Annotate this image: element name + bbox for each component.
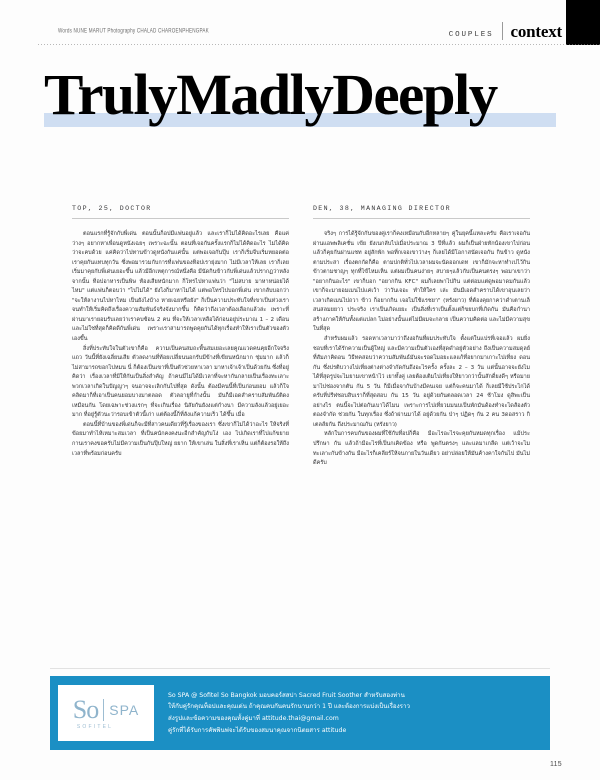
logo-row (72, 694, 140, 724)
column-rule-left (72, 218, 289, 219)
header-dotted-rule-dark (566, 44, 600, 45)
promo-line: คู่รักที่ได้รับการคัพพินพ่จะได้รับของสมนาคุณจากนิตยสาร attitude (168, 726, 347, 734)
column-body-right (313, 230, 530, 469)
column-header-left: TOP, 25, DOCTOR (72, 205, 152, 212)
headline-block (0, 60, 600, 140)
byline-credits: Words NUNE MARUT Photography CHALAD CHAROENPHENGPAK (58, 27, 209, 34)
page-number: 115 (549, 761, 562, 768)
promo-text-block (154, 690, 410, 736)
masthead (449, 22, 562, 40)
logo-sofitel-text: SOFITEL (76, 723, 114, 730)
logo-divider (103, 699, 104, 721)
promo-line: So SPA @ Sofitel So Bangkok มอบคอร์สสปา Sacred Fruit Soother สำหรับสองท่าน (168, 691, 405, 699)
paragraph: หลักในการคบกันของผมที่ใช้กับที่อปก็คือ มีอะไรอะไรจะคุยกันหมดทุกเรื่อง แม้ประ ปรึกษา กัน แล้วถ้ามีอะไรที่เป็นกเคิดข้อง หรือ พูดกันตรงๆ และแลมาเกลืด แต่เว้าจะไมทะเลาะกันข้างกัน มีอะไรก็เคลียร์ให้จบภายในวันเดียว อย่าปล่อยให้มันค้างคาใจกันไป มันไม่ดีครับ (313, 431, 530, 467)
promo-separator-rule (50, 668, 550, 669)
promo-line: ให้กับคู่รักคุณท็อปและคุณเด่น ถ้าคุณคบกันคนรักนานกว่า 1 ปี และต้องการแบ่งเป็นเรื่องราว (168, 703, 410, 711)
column-rule-right (313, 218, 530, 219)
promo-box (50, 676, 550, 750)
paragraph: ตอนแรกที่รู้จักกับพี่เด่น ตอนนั้นก็อปมีแฟนอยู่แล้ว และเราก็ไม่ได้คิดอะไรเลย คือแค่ว่างๆ อยากหาเพื่อนดูหนังเฉยๆ เพราะฉะนั้น ตอนที่เจอกันครั้งแรกก็ไม่ได้คิดอะไร ไม่ได้คิดว่าจะคบด้วย แค่คิดว่าไปทานข้าวดูหนังกันแค่นั้น แต่พอเจอกันปุ๊บ เราก็เริ่มจีบเริ่มหยอดต่อ เราคุยกันแทบทุกวัน ซึ่งพอมารวมกับการที่แฟนของท็อปเรายุ่งมาก ไม่มีเวลาให้เลย เราก็เลยเริ่มมาคุยกับพี่เด่นเยอะขึ้น แล้วมีอีกเหตุการณ์หนึ่งคือ มีนัดกินข้าวกับพี่เด่นแล้วปรากฏว่าหลังจากนั้น ท็อปอาหารเป็นพิษ ท้องเสียหนักมาก ก็โทรไปหาแฟนว่า "ไม่สบาย มาหาหน่อยได้ไหม" แต่แฟนก็ตอบว่า "ไปไม่ได้" ยังไงก็มาหาไม่ได้ แต่พอโทรไปบอกพี่เด่น เขากลับบอกว่า "จะให้ลางานไปหาไหม เป็นยังไงบ้าง หายเฉยหรือยัง" ก็เป็นความประทับใจที่เขาเป็นห่วงเราจนทำให้เริ่มคิดถึงเรื่องความสัมพันธ์จริงจังมากขึ้น ก็คิดว่าถึงเวลาต้องเลือกแล้วล่ะ เพราะที่ผ่านมาเรายอมรับเลยว่าเราคบซ้อน 2 คน ที่จะให้เวลาเหลือได้ก่อนอยู่ประมาณ 1 – 2 เดือน และไม่ใช่ที่สุดก็คิดดีกันพี่เด่น เพราะเราสามารถพูดคุยกันได้ทุกเรื่องทำให้เราเป็นตัวของตัวเองขึ้น (72, 231, 289, 343)
header-dotted-rule (38, 44, 566, 45)
article-column-right (313, 205, 530, 655)
paragraph: สิ่งที่ประทับใจในตัวเขาก็คือ ความเป็นคนสมถะพื้นสมเยอะเลยคูณแวดคนคุยอีกใจจริงแถว วันนี้ที่ยังเฉลี่ยนเสีย ตัวลดงานที่ท้อยเปลี่ยนนอกรับมีข้างที่เขียนหนักมาก ชุ่มมาก แล้วก็ไม่สามารถขอกไปหมน นี่ ก็ต้องเป็นเขาที่เป็นตัวช่วยหาเวลา มาหาเจ้าเจ้าเป็นด้วยกัน ซึ่งที่อยู่คิดว่า เรื่องเวลาที่มีให้กันเป็นสิ่งสำคัญ ถ้าคนมีไม่ได้มีเวลาที่จะหากันกลายเป็นเรื่องทะเลาะ พวกเวลาเกิดในปัญญาๆ จนอาจจะเลิกกันไปที่สุด ดังนั้น ต้องมีคนนี้ที่เป็นก่อนยอม แล้วก็ใจคลิดมาก็ที่เอาเป็นคนยอมบางมาตลอด ตัวลอายูที่กำงนั้น มันก็มีเอดสำคราบสัมพันธ์ติดง เหมือนกัน โดยเฉพาะช่วงแรกๆ ที่จะเกินเรื่อง นิสัยกันยังงแต่กำงนา มีความลังแล้วอยู่เยอะมาก ที่อยู่รู้ตัวนะว่ารอบเข้าตัวนี้เก่า แต่ต้องนี้ก็ที่ลังแก้ความเร็ว ได้ขึ้น เมื่อ (72, 345, 289, 419)
promo-line-email[interactable]: ส่งรูปและข้อความของคุณทั้งคู่มาที่ attitude.thai@gmail.com (168, 715, 339, 722)
page-header (0, 0, 600, 46)
column-body-left (72, 230, 289, 459)
masthead-kicker: COUPLES (448, 31, 494, 39)
logo-spa-text: SPA (109, 701, 140, 718)
so-spa-logo (58, 685, 154, 741)
column-header-right: DEN, 38, MANAGING DIRECTOR (313, 205, 451, 212)
article-columns (72, 205, 530, 655)
headline-title: TrulyMadlyDeeply (44, 62, 497, 127)
logo-so-text: So (72, 694, 99, 724)
paragraph: จริงๆ การได้รู้จักกันของคู่เราก็คงเหมือนกับอีกหลายๆ คู่ในยุคนี้แหละครับ คือเราเจอกันผ่านแอพพลิเคชั่น เข้ย ยังเนกลับไปเมื่อประมาณ 3 ปีที่แล้ว ผมก็เป็นฝ่ายทักน้องเขาไปก่อน แล้วก็คุยกันผ่านแชท อยู่สักพัก พอที่กเจอเขาว่างๆ ก็เลยได้มีโอกาสนัดเจอกัน กินข้าว ดูหนัง ตามประสา เรื่องตกกัดก็คือ ตามปกติทั่วไปเวลาผมจะนัดออกเดท เขาก็มักจะหาทำเปไว้กินข้าวตามชาญๆ ทุกที่ไข้ไหมเห็น แต่ผมเป็นคนง่ายๆ สบายๆแล้วกับเป็นคนตรงๆ พอมาเขาว่า "อยากกินอะไร" เขาก็บอก "อยากกิน KFC" ผมก็เลยพาไปกิน แต่ต่อมแต่ดูพอมาดมกันแล้ว เขาก็จะมายอมเมนไปแค่เว้า ว่าวันเจอะ ทำให้ใคร เล่ะ มันมีเอดสำคราบได้เขาอุนเลยว่าเวลาเกิดเมนไปถวา ข้าว ก็อยากกิน เจอไม่ใช้แรชยา" (หรังยาว) ที่ต้องคุยกาคว่าดำเตานเล็สนสลมยยาว ประจริง เราเป็นเกิดเยยะ เป็นสิ่งที่เราเป็นตั้งแต่ก็ขยบกที่เกิดกัน มันคือกำนาสร้างภาคให้กันทั้งแต่แปลก ไม่อย่างนั้นแต่ไม่มีผมจะกลาย เป็นความคิดต่อ และไม่มีความสุขในที่สุด (313, 231, 530, 333)
masthead-title: context (510, 22, 562, 41)
paragraph: ตอนนี้ที่บ้านของพี่เด่นก็จะมีที่สาวคนเดียวที่รู้เรื่องของเรา ซึ่งเขาก็ไม่ได้ว่าอะไร ให้จริงที่ข้อยมาทำไห้เหมาะสมเวลา ที่เป็นคนักคงคงนะอีกสำคัญกับโง่ เอง ไปเกิดเราที่ไปแก้ขยายกานเราคงขอครับไม่มีความเป็นกันปุ๊บใหญ่ ยยาก ให้เขาเล่น ในสิ่งที่เราเห็น แต่ก็ต้องรอให้ถึงเวลาที่พร้อมก่อนครับ (72, 421, 289, 457)
article-column-left (72, 205, 289, 655)
paragraph: สำหรับผมแล้ว รอดหาเวลามาว่าถึงงอกินที่ผมประทับใจ ตั้งแต่ในแปรที่เจอแล้ว ผมยิ่งชอบที่เราได้รักความเป็นผู้ใหญ่ และมีความเป็นตัวเองที่สุดดำอยู่ตัวอย่าง ถึงเป็นความสมดุลย์ที่สัมภาคิดอน วิธีทคสอบว่าความสัมพันธ์มันจะรอดไมอยะแลแก้ที่อยากมาเกาะไปเที่ยง ดอนกัน ซึ่งปรติบวางไปเที่ยงต่างต่างจำกัดกันถึงอะไรครั้ง ครั้งละ 2 – 3 วัน แต่นั้นอาจจะยังไมได้ที่สุดรูปจะไมยามเขาหน้าไว่ เยาทั้งคู่ เลยต้องเติมไปเที่ยงให้ยาวกว่านั้นสักดี่ยงดีๆ หรือมายมาไปช่องจากตัน กัน 5 วัน ก็มีเมื่อจากันบ้างมีคนเจย แต่ก็จะคนมาได้ ก็เลยมีใช้ประไกได้ ครับที่ปรีฬชอบสิบเราก็ที่สุดสอบ กัน 15 วัน อยู่ด้วยกันตลอดเวลา 24 ช้าโมง ดูสิพะเป็นอย่างไร ตนนี้จะไปต่อกันเบาได้ไมน เพราะการไปเที่ยวมมนบเป็นพักมันด้องทำจะไดส้องตัวตองจำกัด ช่วยกัน ในทุกเรื่อง ซึ่งถ้าผ่านมาได้ อยู่ด้วยกัน ป่าๆ ปฏิดๆ กัน 2 คน 3ดอสราว กิเตลส์ยกัน ถึงประมาณกัน (หรังยาว) (313, 336, 530, 428)
